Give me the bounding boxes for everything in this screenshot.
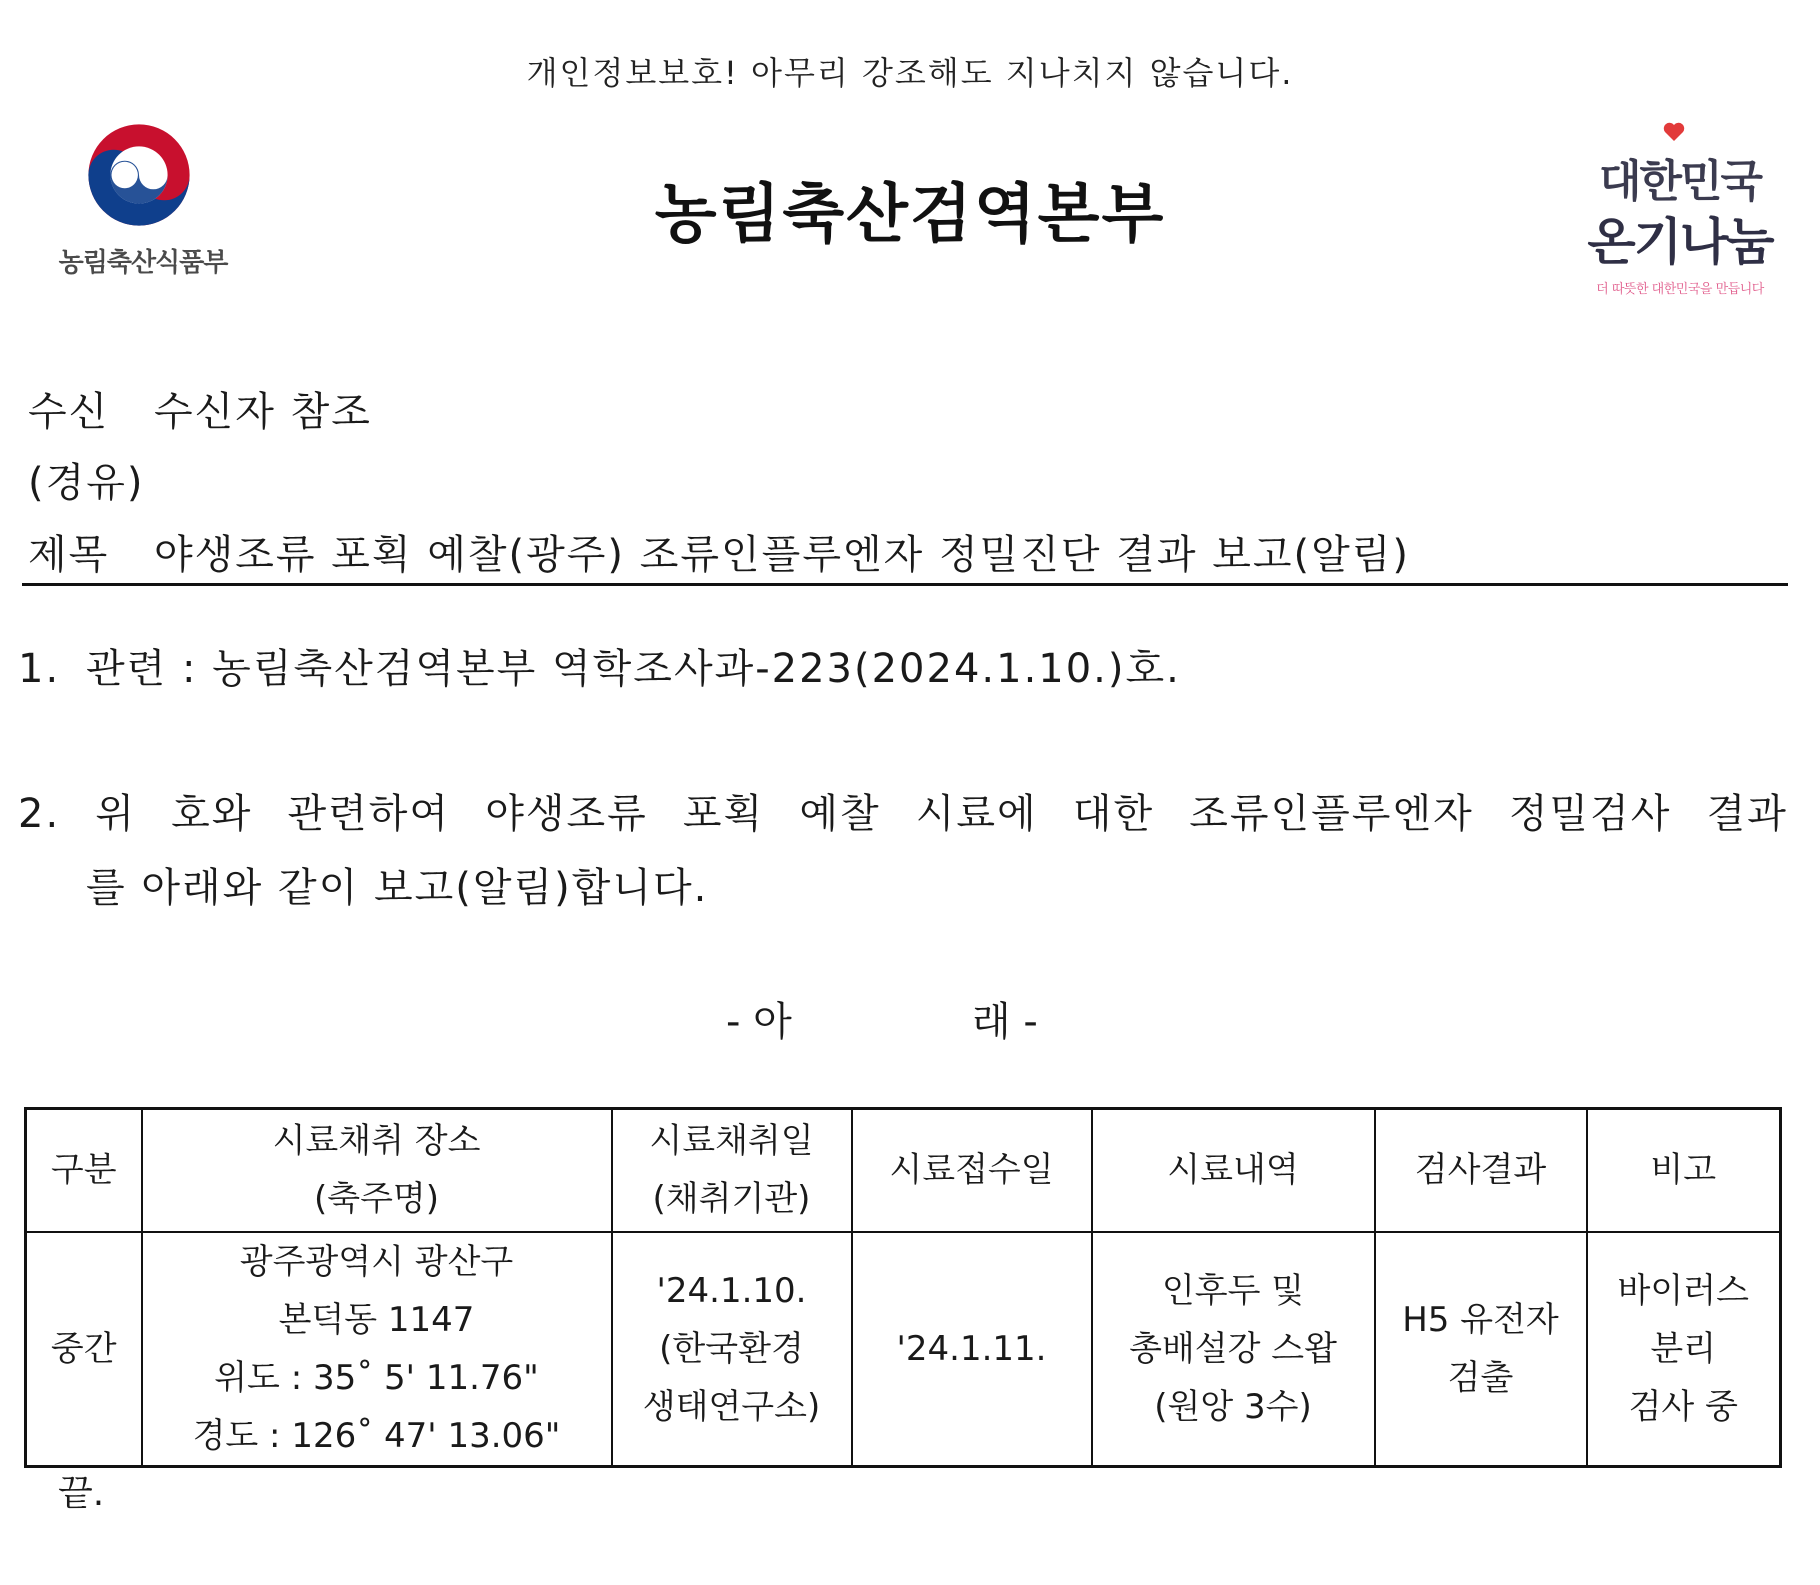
recipient-value: 수신자 참조 [154, 389, 372, 435]
subject-value: 야생조류 포획 예찰(광주) 조류인플루엔자 정밀진단 결과 보고(알림) [154, 532, 1410, 578]
cell-sampling-date: '24.1.10. (한국환경 생태연구소) [612, 1232, 852, 1467]
item-2-line-1 [18, 777, 1788, 851]
ministry-logo [28, 120, 258, 290]
results-table [24, 1107, 1782, 1468]
item-2-word: 호와 [171, 791, 253, 837]
cell-test-result: H5 유전자 검출 [1375, 1232, 1587, 1467]
table-row [26, 1232, 1781, 1467]
campaign-line1: 대한민국 [1598, 156, 1761, 207]
recipient-row [28, 380, 372, 437]
agency-title: 농림축산검역본부 [654, 178, 1166, 252]
campaign-line2: 온기나눔 [1587, 213, 1773, 271]
cell-receipt-date: '24.1.11. [852, 1232, 1092, 1467]
item-2-word: 대한 [1072, 791, 1155, 837]
item-2-word: 결과 [1706, 791, 1788, 837]
item-2-line-2: 를 아래와 같이 보고(알림)합니다. [86, 865, 709, 911]
header-sample-details: 시료내역 [1092, 1109, 1375, 1232]
subject-label: 제목 [28, 532, 110, 578]
item-2-word: 정밀검사 [1508, 791, 1672, 837]
header-sampling-date: 시료채취일 (채취기관) [612, 1109, 852, 1232]
item-1-number: 1. [18, 646, 61, 692]
end-mark: 끝. [58, 1473, 105, 1514]
item-2-word: 야생조류 [485, 791, 648, 837]
header-test-result: 검사결과 [1375, 1109, 1587, 1232]
campaign-tagline: 더 따뜻한 대한민국을 만듭니다 [1596, 282, 1764, 297]
campaign-logo [1575, 120, 1785, 300]
below-heading-left: - 아 [726, 999, 792, 1045]
item-2-word: 시료에 [915, 791, 1038, 837]
heart-icon [1663, 122, 1685, 142]
header-remarks: 비고 [1587, 1109, 1781, 1232]
item-1 [18, 637, 1181, 694]
item-2 [18, 777, 1788, 925]
item-2-word: 위 [95, 791, 136, 837]
header-category: 구분 [26, 1109, 142, 1232]
header-sampling-location: 시료채취 장소 (축주명) [142, 1109, 612, 1232]
cell-sample-details: 인후두 및 총배설강 스왑 (원앙 3수) [1092, 1232, 1375, 1467]
cell-remarks: 바이러스 분리 검사 중 [1587, 1232, 1781, 1467]
item-1-text: 관련 : 농림축산검역본부 역학조사과-223(2024.1.10.)호. [86, 646, 1181, 692]
privacy-banner: 개인정보보호! 아무리 강조해도 지나치지 않습니다. [526, 54, 1294, 92]
header-receipt-date: 시료접수일 [852, 1109, 1092, 1232]
table-header-row [26, 1109, 1781, 1232]
item-2-word: 조류인플루엔자 [1189, 791, 1474, 837]
via-label: (경유) [28, 460, 145, 506]
item-2-number: 2. [18, 791, 61, 837]
cell-sampling-location: 광주광역시 광산구 본덕동 1147 위도 : 35˚ 5' 11.76" 경도 : 126˚ 47' 13.06" [142, 1232, 612, 1467]
item-2-word: 관련하여 [287, 791, 451, 837]
cell-category: 중간 [26, 1232, 142, 1467]
item-2-word: 예찰 [799, 791, 881, 837]
recipient-label: 수신 [28, 389, 110, 435]
below-heading-right: 래 - [972, 999, 1038, 1045]
header-divider [22, 583, 1788, 586]
subject-row [28, 523, 1410, 580]
item-2-word: 포획 [682, 791, 765, 837]
via-row [28, 451, 145, 508]
taegeuk-emblem-icon [84, 120, 194, 230]
ministry-name: 농림축산식품부 [58, 248, 228, 278]
